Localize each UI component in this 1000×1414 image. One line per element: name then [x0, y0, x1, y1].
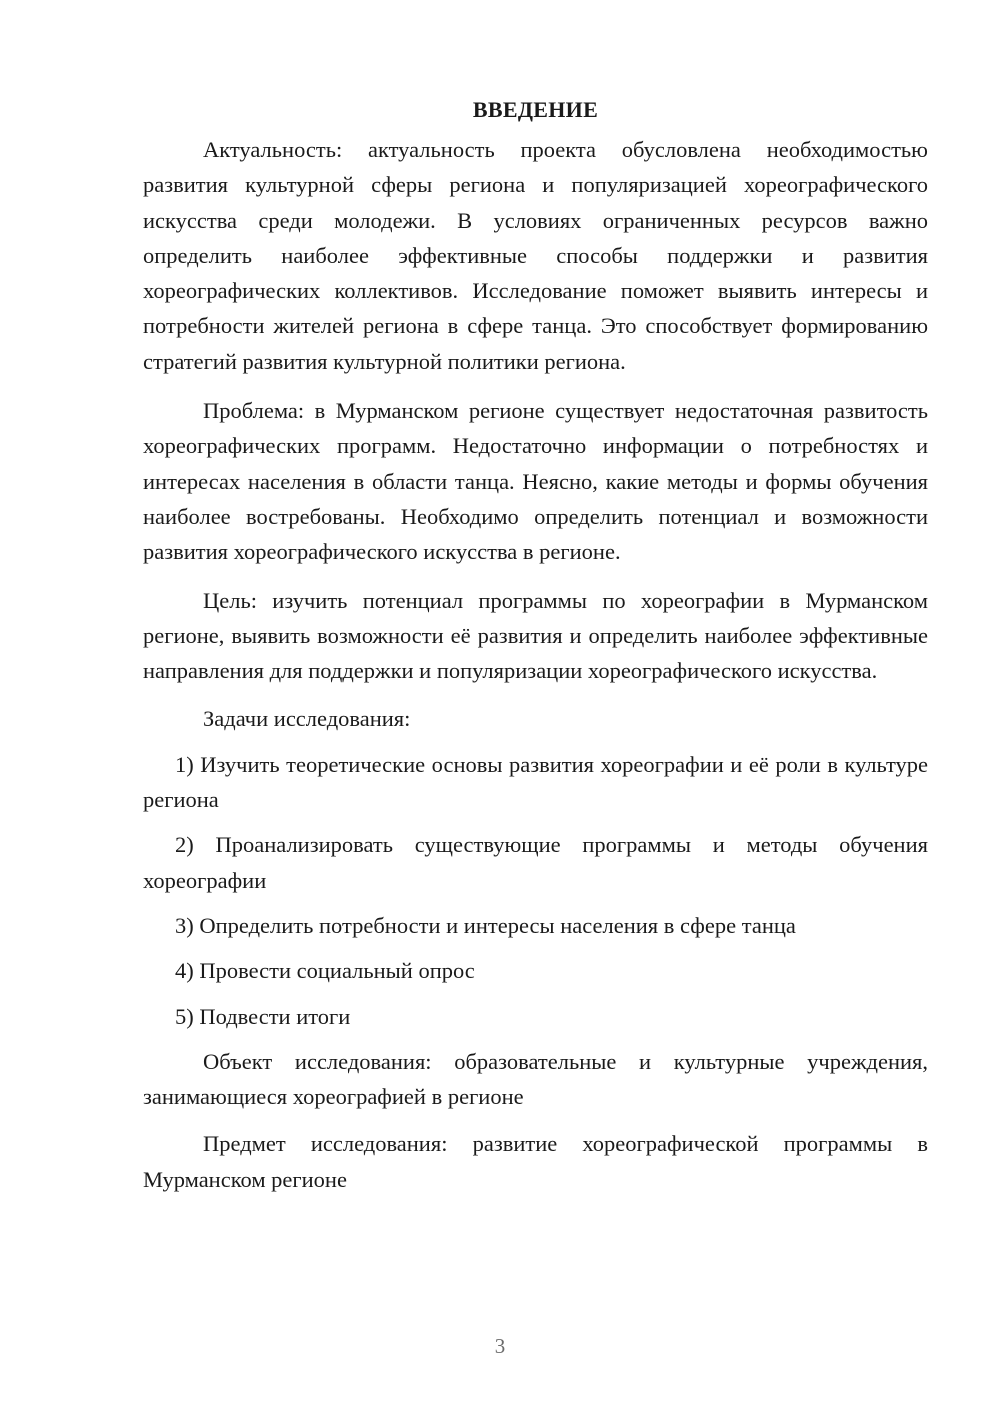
task-item: 1) Изучить теоретические основы развития хореографии и её роли в культуре региона	[143, 751, 928, 813]
problem-paragraph: Проблема: в Мурманском регионе существует недостаточная развитость хореографических программ. Недостаточно информации о потребностях и интересах населения в области танца. Неясно, какие методы и формы обучения наиболее востребованы. Необходимо определить потенциал и возможности развития хореографического искусства в регионе.	[143, 398, 928, 565]
tasks-list	[143, 747, 928, 1034]
relevance-paragraph: Актуальность: актуальность проекта обусловлена необходимостью развития культурной сферы региона и популяризацией хореографического искусства среди молодежи. В условиях ограниченных ресурсов важно определить наиболее эффективные способы поддержки и развития хореографических коллективов. Исследование поможет выявить интересы и потребности жителей региона в сфере танца. Это способствует формированию стратегий развития культурной политики региона.	[143, 137, 928, 374]
tasks-heading: Задачи исследования:	[203, 706, 411, 732]
task-item: 5) Подвести итоги	[175, 1003, 351, 1029]
page-number: 3	[494, 1334, 506, 1358]
task-item: 4) Провести социальный опрос	[175, 958, 475, 984]
task-item: 3) Определить потребности и интересы населения в сфере танца	[175, 912, 796, 938]
task-item: 2) Проанализировать существующие программы и методы обучения хореографии	[143, 832, 928, 893]
section-title: ВВЕДЕНИЕ	[472, 97, 599, 122]
page-content	[143, 94, 928, 1197]
object-paragraph: Объект исследования: образовательные и культурные учреждения, занимающиеся хореографией в регионе	[143, 1048, 928, 1110]
subject-paragraph: Предмет исследования: развитие хореографической программы в Мурманском регионе	[143, 1131, 928, 1192]
goal-paragraph: Цель: изучить потенциал программы по хореографии в Мурманском регионе, выявить возможности её развития и определить наиболее эффективные направления для поддержки и популяризации хореографического искусства.	[143, 587, 928, 684]
